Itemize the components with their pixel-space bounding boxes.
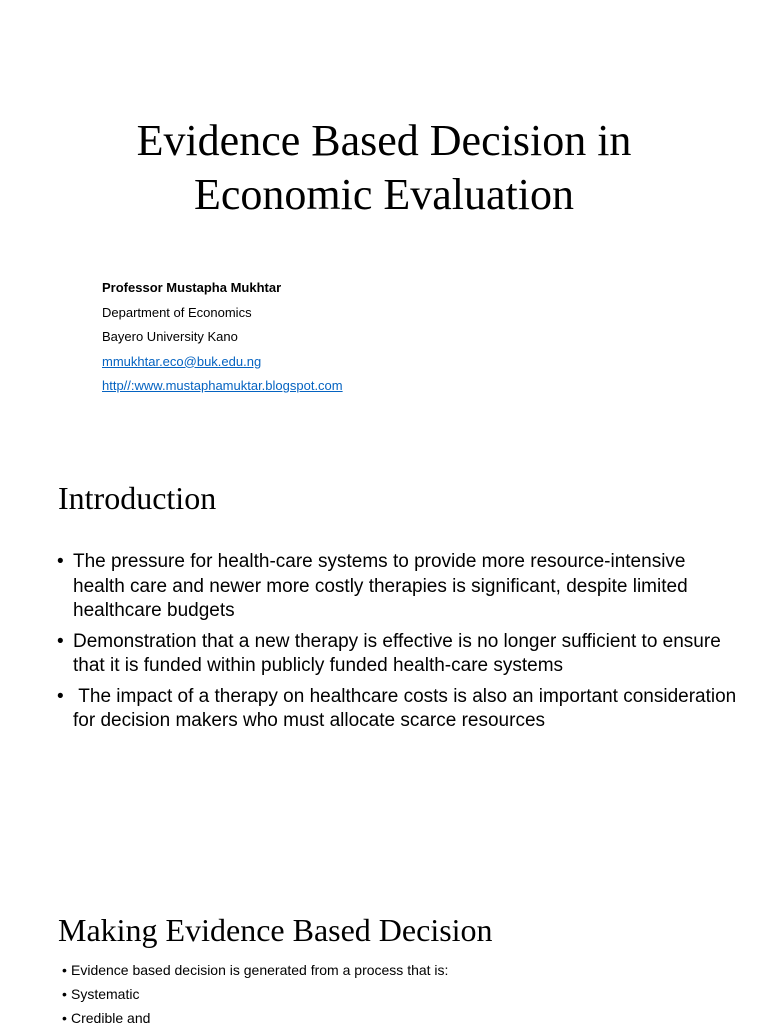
- author-info: [102, 276, 343, 399]
- list-item: • Evidence based decision is generated from a process that is:: [62, 958, 742, 982]
- list-item: • The pressure for health-care systems to provide more resource-intensive health care and newer more costly therapies is significant, despite limited healthcare budgets: [57, 550, 737, 624]
- title-line-1: Evidence Based Decision in: [136, 116, 632, 165]
- author-name: Professor Mustapha Mukhtar: [102, 280, 282, 295]
- list-item: • Credible and: [62, 1006, 742, 1030]
- presentation-title: [0, 114, 768, 222]
- author-email-link[interactable]: mmukhtar.eco@buk.edu.ng: [102, 353, 262, 369]
- list-item: • Systematic: [62, 982, 742, 1006]
- author-website-link[interactable]: http//:www.mustaphamuktar.blogspot.com: [102, 378, 343, 393]
- making-evidence-heading: Making Evidence Based Decision: [58, 912, 493, 948]
- introduction-heading: Introduction: [58, 480, 217, 516]
- decision-bullet-list: [62, 958, 742, 1030]
- slide-title: [0, 0, 768, 430]
- slide-introduction: [0, 430, 768, 870]
- slide-making-evidence-based-decision: [0, 870, 768, 1024]
- author-department: Department of Economics: [102, 304, 252, 320]
- introduction-bullet-list: [57, 550, 742, 740]
- list-item: • The impact of a therapy on healthcare costs is also an important consideration for decision makers who must allocate scarce resources: [57, 685, 737, 734]
- author-university: Bayero University Kano: [102, 329, 238, 344]
- title-line-2: Economic Evaluation: [194, 170, 574, 219]
- list-item: • Demonstration that a new therapy is effective is no longer sufficient to ensure that it is funded within publicly funded health-care systems: [57, 630, 737, 679]
